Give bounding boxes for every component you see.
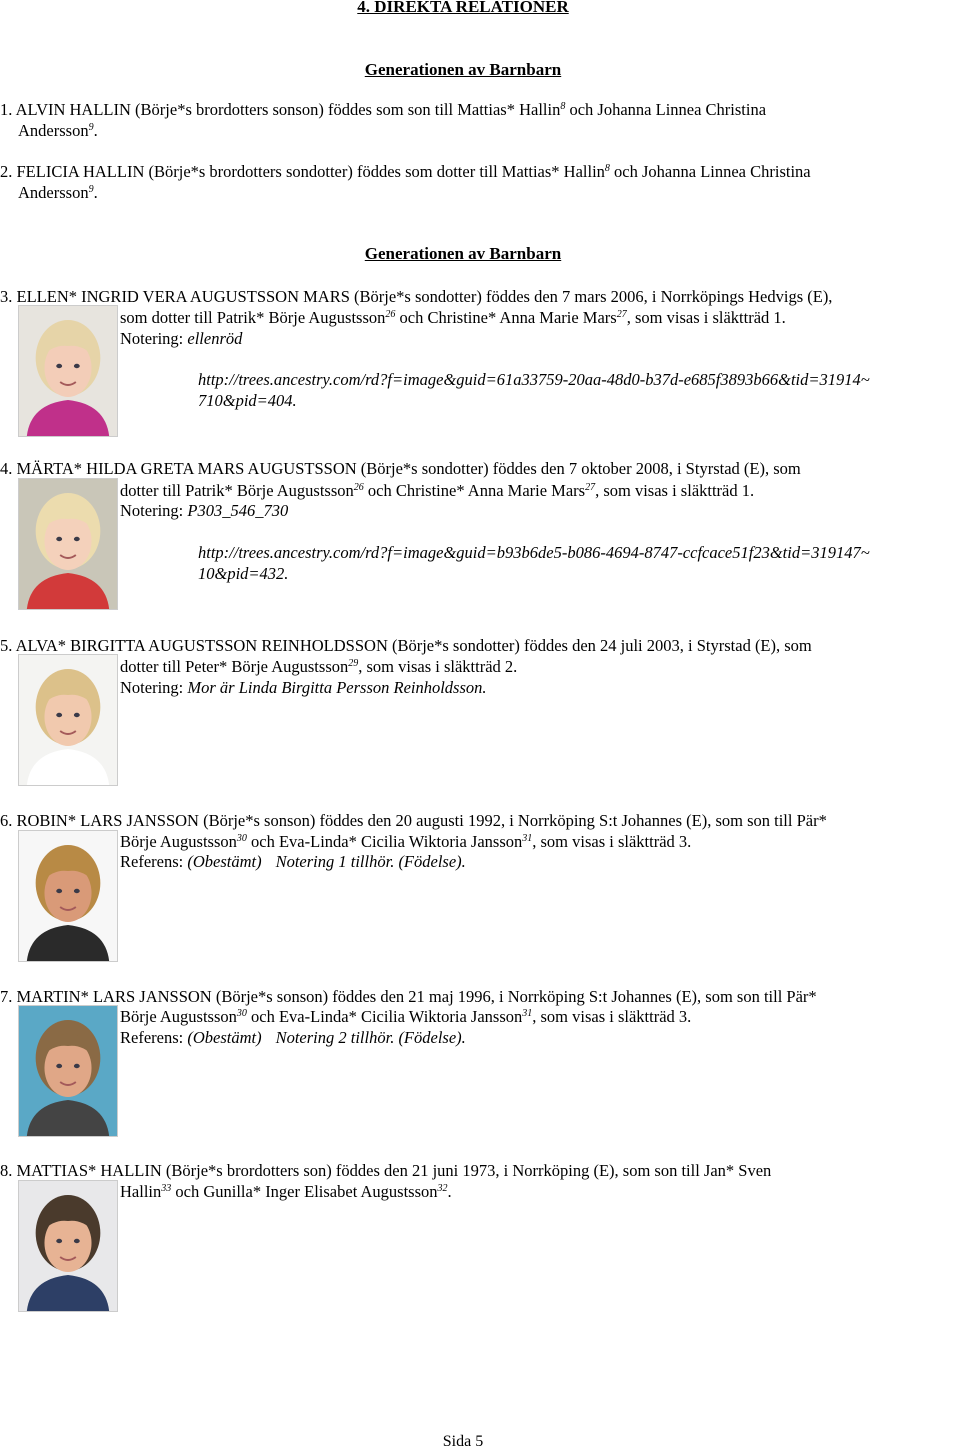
photo-robin [18,830,118,962]
person-4-line-2: dotter till Patrik* Börje Augustsson$^{26}$ och Christine* Anna Marie Mars$^{27}$, som visas i släktträd 1. [120,481,755,500]
person-2-line-2: Andersson$^9$. [18,183,98,202]
person-1-line-2: Andersson$^9$. [18,121,98,140]
section-heading-2: Generationen av Barnbarn [364,244,562,263]
person-8-line-1: 8. MATTIAS* HALLIN (Börje*s brordotters son) föddes den 21 juni 1973, i Norrköping (E), som son till Jan* Sven [0,1161,772,1180]
person-3-line-2: som dotter till Patrik* Börje Augustsson$^{26}$ och Christine* Anna Marie Mars$^{27}$, som visas i släktträd 1. [120,308,786,327]
person-2-line-1: 2. FELICIA HALLIN (Börje*s brordotters sondotter) föddes som dotter till Mattias* Hallin$^8$ och Johanna Linnea Christina [0,162,811,181]
photo-alva [18,654,118,786]
person-6-reference: Referens: (Obestämt) Notering 1 tillhör. (Födelse). [120,852,466,871]
portrait-image [19,306,117,436]
person-4-note: Notering: P303_546_730 [120,501,289,520]
person-1-line-1: 1. ALVIN HALLIN (Börje*s brordotters sonson) föddes som son till Mattias* Hallin$^8$ och Johanna Linnea Christina [0,100,767,119]
page-title: 4. DIREKTA RELATIONER [357,0,569,16]
person-3-url-line-2[interactable]: 710&pid=404. [198,391,297,410]
person-8-line-2: Hallin$^{33}$ och Gunilla* Inger Elisabet Augustsson$^{32}$. [120,1182,452,1201]
photo-ellen [18,305,118,437]
person-6-line-1: 6. ROBIN* LARS JANSSON (Börje*s sonson) föddes den 20 augusti 1992, i Norrköping S:t Johannes (E), som son till Pär* [0,811,827,830]
portrait-image [19,655,117,785]
person-3-url-line-1[interactable]: http://trees.ancestry.com/rd?f=image&guid=61a33759-20aa-48d0-b37d-e685f3893b66&tid=31914~ [198,370,870,389]
photo-martin [18,1005,118,1137]
page-number: Sida 5 [442,1433,484,1450]
portrait-image [19,1181,117,1311]
person-4-line-1: 4. MÄRTA* HILDA GRETA MARS AUGUSTSSON (Börje*s sondotter) föddes den 7 oktober 2008, i Styrstad (E), som [0,459,801,478]
person-3-note: Notering: ellenröd [120,329,243,348]
photo-marta [18,478,118,610]
person-7-line-1: 7. MARTIN* LARS JANSSON (Börje*s sonson) föddes den 21 maj 1996, i Norrköping S:t Johannes (E), som son till Pär* [0,987,817,1006]
section-heading-1: Generationen av Barnbarn [364,60,562,79]
portrait-image [19,1006,117,1136]
person-5-note: Notering: Mor är Linda Birgitta Persson Reinholdsson. [120,678,487,697]
person-5-line-2: dotter till Peter* Börje Augustsson$^{29}$, som visas i släktträd 2. [120,657,518,676]
person-4-url-line-2[interactable]: 10&pid=432. [198,564,289,583]
person-7-reference: Referens: (Obestämt) Notering 2 tillhör. (Födelse). [120,1028,466,1047]
portrait-image [19,479,117,609]
person-3-line-1: 3. ELLEN* INGRID VERA AUGUSTSSON MARS (Börje*s sondotter) föddes den 7 mars 2006, i Norrköpings Hedvigs (E), [0,287,833,306]
portrait-image [19,831,117,961]
photo-mattias [18,1180,118,1312]
person-7-line-2: Börje Augustsson$^{30}$ och Eva-Linda* Cicilia Wiktoria Jansson$^{31}$, som visas i släktträd 3. [120,1007,692,1026]
person-4-url-line-1[interactable]: http://trees.ancestry.com/rd?f=image&guid=b93b6de5-b086-4694-8747-ccfcace51f23&tid=319147~ [198,543,870,562]
person-5-line-1: 5. ALVA* BIRGITTA AUGUSTSSON REINHOLDSSON (Börje*s sondotter) föddes den 24 juli 2003, i Styrstad (E), som [0,636,812,655]
person-6-line-2: Börje Augustsson$^{30}$ och Eva-Linda* Cicilia Wiktoria Jansson$^{31}$, som visas i släktträd 3. [120,832,692,851]
